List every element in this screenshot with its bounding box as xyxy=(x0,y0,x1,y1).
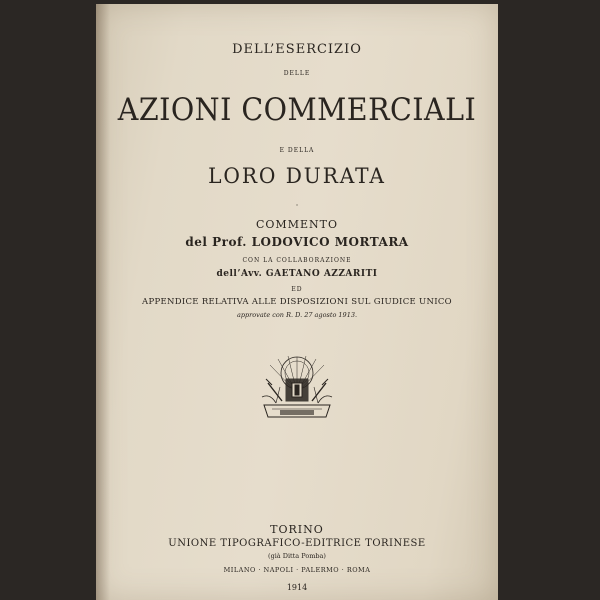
main-title: AZIONI COMMERCIALI xyxy=(117,92,477,128)
collaboration-intro: CON LA COLLABORAZIONE xyxy=(242,257,352,264)
imprint-publisher-former: (già Ditta Pomba) xyxy=(268,552,326,560)
title-line-1: DELL’ESERCIZIO xyxy=(232,42,362,57)
appendix-line: APPENDICE RELATIVA ALLE DISPOSIZIONI SUL GIUDICE UNICO xyxy=(142,297,452,307)
printer-device-emblem-icon xyxy=(258,353,336,425)
subtitle: LORO DURATA xyxy=(208,164,386,188)
conjunction-ed: ED xyxy=(291,286,303,293)
imprint-branches: MILANO · NAPOLI · PALERMO · ROMA xyxy=(223,566,371,574)
commento-label: COMMENTO xyxy=(256,218,338,231)
separator-dot: · xyxy=(295,201,299,210)
collaborator-line: dell’Avv. GAETANO AZZARITI xyxy=(216,269,378,279)
imprint-year: 1914 xyxy=(286,583,308,592)
imprint-publisher: UNIONE TIPOGRAFICO-EDITRICE TORINESE xyxy=(168,538,426,549)
approval-line: approvate con R. D. 27 agosto 1913. xyxy=(236,311,358,319)
title-line-2: DELLE xyxy=(283,70,311,77)
author-line: del Prof. LODOVICO MORTARA xyxy=(185,235,409,249)
title-page xyxy=(96,4,498,600)
title-line-4: E DELLA xyxy=(279,147,315,154)
imprint-city: TORINO xyxy=(270,523,324,536)
